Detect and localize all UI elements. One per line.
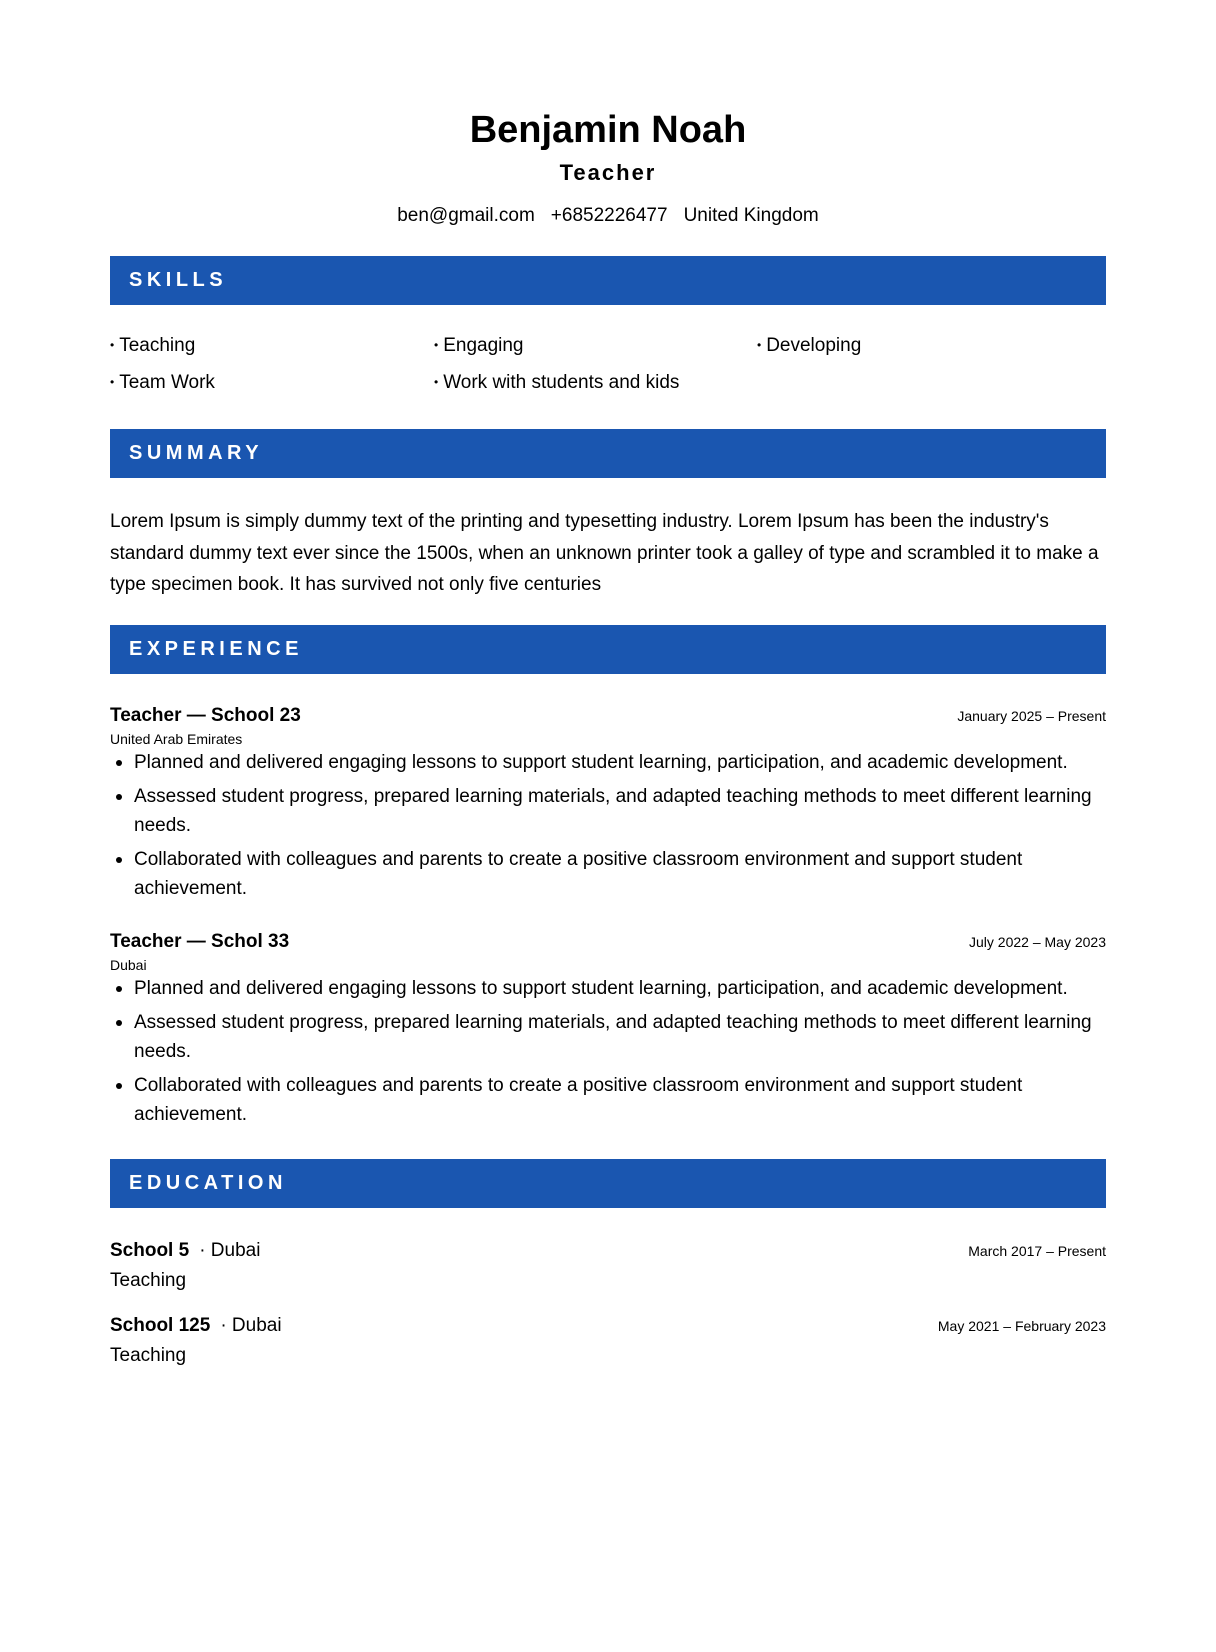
job-dates: January 2025 – Present <box>957 708 1106 724</box>
skills-section-header: SKILLS <box>110 256 1106 305</box>
job-title: Teacher — Schol 33 <box>110 931 290 952</box>
job-bullets <box>110 974 1106 1129</box>
job-dates: July 2022 – May 2023 <box>969 934 1106 950</box>
contact-phone: +6852226477 <box>550 205 668 226</box>
summary-section-header: SUMMARY <box>110 429 1106 478</box>
edu-city: · Dubai <box>220 1315 282 1336</box>
edu-field: Teaching <box>110 1270 187 1291</box>
job-bullets <box>110 748 1106 903</box>
edu-field: Teaching <box>110 1345 187 1366</box>
contact-line <box>110 203 1106 229</box>
skill-item: • Developing <box>757 335 862 356</box>
job-bullet: Assessed student progress, prepared learning materials, and adapted teaching methods to meet different learning needs. <box>110 782 1106 840</box>
edu-school: School 125 <box>110 1315 211 1336</box>
education-entry <box>110 1311 1106 1371</box>
job-title: Teacher — School 23 <box>110 705 301 726</box>
job-bullet: Planned and delivered engaging lessons to support student learning, participation, and academic development. <box>110 974 1106 1003</box>
skill-item: • Engaging <box>434 335 524 356</box>
edu-dates: March 2017 – Present <box>968 1243 1106 1259</box>
job-bullet: Planned and delivered engaging lessons to support student learning, participation, and academic development. <box>110 748 1106 777</box>
education-section-header: EDUCATION <box>110 1159 1106 1208</box>
job-bullet: Collaborated with colleagues and parents to create a positive classroom environment and support student achievement. <box>110 1071 1106 1129</box>
edu-dates: May 2021 – February 2023 <box>937 1318 1106 1334</box>
experience-entry <box>110 928 1106 1134</box>
summary-text: Lorem Ipsum is simply dummy text of the printing and typesetting industry. Lorem Ipsum has been the industry's standard dummy text ever since the 1500s, when an unknown printer took a galley of type and scrambled it to make a type specimen book. It has survived not only five centuries <box>110 511 1099 595</box>
experience-section-header: EXPERIENCE <box>110 625 1106 674</box>
contact-location: United Kingdom <box>683 205 819 226</box>
edu-school: School 5 <box>110 1240 190 1261</box>
skill-item: • Teaching <box>110 335 196 356</box>
edu-city: · Dubai <box>199 1240 261 1261</box>
candidate-name: Benjamin Noah <box>469 109 747 151</box>
job-bullet: Collaborated with colleagues and parents to create a positive classroom environment and support student achievement. <box>110 845 1106 903</box>
job-location: Dubai <box>110 957 147 973</box>
experience-entry <box>110 702 1106 908</box>
skill-item: • Work with students and kids <box>434 372 680 393</box>
skill-item: • Team Work <box>110 372 215 393</box>
candidate-role: Teacher <box>559 160 657 185</box>
contact-email: ben@gmail.com <box>397 205 535 226</box>
education-entry <box>110 1236 1106 1296</box>
job-bullet: Assessed student progress, prepared learning materials, and adapted teaching methods to meet different learning needs. <box>110 1008 1106 1066</box>
job-location: United Arab Emirates <box>110 731 243 747</box>
